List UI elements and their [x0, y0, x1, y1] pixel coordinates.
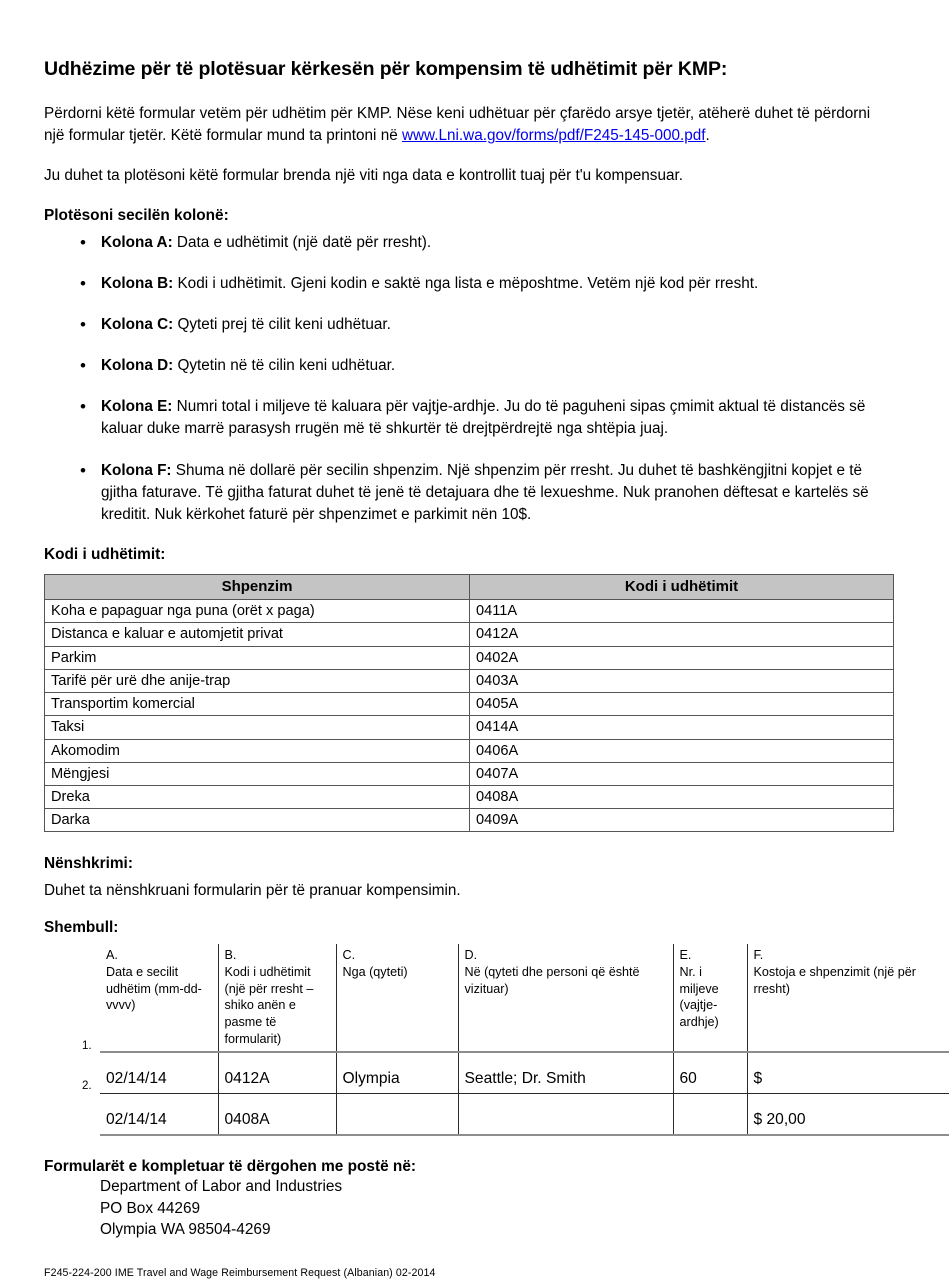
expense-name: Transportim komercial — [45, 693, 470, 716]
column-desc: Data e secilit udhëtim (mm-dd-vvvv) — [106, 964, 202, 1013]
expense-name: Koha e papaguar nga puna (orët x paga) — [45, 600, 470, 623]
column-desc: Nr. i miljeve (vajtje-ardhje) — [679, 964, 719, 1030]
expense-code: 0402A — [470, 646, 894, 669]
example-cell-from-city: Olympia — [336, 1052, 458, 1094]
table-row — [45, 600, 894, 623]
travel-code-table-body — [45, 600, 894, 832]
form-footer-id: F245-224-200 IME Travel and Wage Reimbursement Request (Albanian) 02-2014 — [44, 1267, 436, 1280]
address-line: PO Box 44269 — [100, 1199, 201, 1217]
example-data-row-1 — [100, 1052, 949, 1094]
list-item — [44, 460, 893, 527]
form-pdf-link[interactable]: www.Lni.wa.gov/forms/pdf/F245-145-000.pdf — [401, 127, 706, 145]
list-item — [44, 314, 893, 336]
example-column-header-c — [336, 944, 458, 1051]
example-cell-code: 0408A — [218, 1093, 336, 1135]
example-heading: Shembull: — [44, 919, 119, 937]
list-item — [44, 273, 893, 295]
expense-code: 0412A — [470, 623, 894, 646]
expense-code: 0414A — [470, 716, 894, 739]
signature-text: Duhet ta nënshkruani formularin për të pranuar kompensimin. — [44, 882, 461, 900]
row-number-2: 2. — [82, 1080, 92, 1093]
example-cell-code: 0412A — [218, 1052, 336, 1094]
bullet-icon: • — [80, 397, 86, 417]
table-row — [45, 716, 894, 739]
example-column-header-a — [100, 944, 218, 1051]
column-description: Shuma në dollarë për secilin shpenzim. Një shpenzim për rresht. Ju duhet të bashkëngjitni kopjet e të gjitha faturave. Të gjitha faturat duhet të jenë të detajuara dhe të lexueshme. Nuk pranohen dëftesat e kartelës së kreditit. Nuk kërkohet faturë për shpenzimet e parkimit nën 10$. — [101, 461, 869, 523]
expense-code: 0405A — [470, 693, 894, 716]
table-row — [45, 809, 894, 832]
expense-name: Dreka — [45, 786, 470, 809]
example-column-header-b — [218, 944, 336, 1051]
example-column-header-e — [673, 944, 747, 1051]
column-header-code: Kodi i udhëtimit — [470, 575, 894, 600]
expense-name: Taksi — [45, 716, 470, 739]
example-cell-from-city — [336, 1093, 458, 1135]
column-letter: B. — [224, 948, 237, 963]
column-desc: Në (qyteti dhe personi që është vizituar) — [464, 964, 640, 996]
column-label: Kolona C: — [101, 315, 174, 333]
column-desc: Nga (qyteti) — [342, 964, 408, 979]
example-table-wrapper — [44, 944, 916, 1135]
column-label: Kolona B: — [101, 274, 174, 292]
expense-name: Akomodim — [45, 739, 470, 762]
table-row — [45, 786, 894, 809]
expense-code: 0408A — [470, 786, 894, 809]
bullet-icon: • — [80, 356, 86, 376]
address-line: Olympia WA 98504-4269 — [100, 1221, 271, 1239]
column-label: Kolona E: — [101, 398, 173, 416]
example-form-table — [100, 944, 949, 1135]
expense-code: 0403A — [470, 669, 894, 692]
column-label: Kolona A: — [101, 233, 173, 251]
table-row — [45, 693, 894, 716]
column-desc: Kostoja e shpenzimit (një për rresht) — [753, 964, 916, 996]
expense-code: 0411A — [470, 600, 894, 623]
example-cell-miles — [673, 1093, 747, 1135]
example-header-row — [100, 944, 949, 1051]
intro-text-before-link: Përdorni këtë formular vetëm për udhëtim për KMP. Nëse keni udhëtuar për çfarëdo arsye tjetër, atëherë duhet të përdorni një formular tjetër. Këtë formular mund ta printoni në — [44, 105, 871, 145]
column-label: Kolona D: — [101, 357, 174, 375]
expense-code: 0409A — [470, 809, 894, 832]
mail-section-heading: Formularët e kompletuar të dërgohen me postë në: — [44, 1157, 417, 1175]
table-header-row — [45, 575, 894, 600]
example-cell-date: 02/14/14 — [100, 1052, 218, 1094]
example-cell-to-city — [458, 1093, 673, 1135]
column-instructions-list — [44, 232, 893, 527]
code-table-heading: Kodi i udhëtimit: — [44, 546, 166, 564]
mailing-address — [44, 1176, 893, 1242]
page-title: Udhëzime për të plotësuar kërkesën për kompensim të udhëtimit për KMP: — [44, 58, 728, 80]
column-desc: Kodi i udhëtimit (një për rresht – shiko anën e pasme të formularit) — [224, 964, 314, 1046]
example-column-header-f — [747, 944, 949, 1051]
column-description: Qytetin në të cilin keni udhëtuar. — [173, 357, 396, 375]
column-letter: E. — [679, 948, 692, 963]
intro-text-after-link: . — [705, 127, 710, 145]
expense-name: Tarifë për urë dhe anije-trap — [45, 669, 470, 692]
column-letter: C. — [342, 948, 356, 963]
list-item — [44, 232, 893, 254]
column-description: Data e udhëtimit (një datë për rresht). — [172, 233, 432, 251]
columns-section-heading: Plotësoni secilën kolonë: — [44, 206, 229, 224]
column-letter: F. — [753, 948, 764, 963]
expense-name: Darka — [45, 809, 470, 832]
expense-name: Mëngjesi — [45, 762, 470, 785]
expense-code: 0406A — [470, 739, 894, 762]
expense-code: 0407A — [470, 762, 894, 785]
address-line: Department of Labor and Industries — [100, 1177, 343, 1195]
column-description: Numri total i miljeve të kaluara për vajtje-ardhje. Ju do të paguheni sipas çmimit aktual të distancës së kaluar duke marrë parasysh rrugën më të shkurtër të drejtpërdrejtë nga shtëpia juaj. — [101, 398, 866, 438]
bullet-icon: • — [80, 232, 86, 252]
table-row — [45, 762, 894, 785]
column-header-expense: Shpenzim — [45, 575, 470, 600]
example-cell-cost: $ 20,00 — [747, 1093, 949, 1135]
example-cell-to-city: Seattle; Dr. Smith — [458, 1052, 673, 1094]
travel-code-table — [44, 574, 894, 832]
deadline-paragraph: Ju duhet ta plotësoni këtë formular brenda një viti nga data e kontrollit tuaj për t'u kompensuar. — [44, 166, 683, 184]
intro-paragraph — [44, 103, 893, 146]
column-description: Kodi i udhëtimit. Gjeni kodin e saktë nga lista e mëposhtme. Vetëm një kod për rresht. — [173, 274, 759, 292]
column-letter: A. — [106, 948, 118, 963]
column-description: Qyteti prej të cilit keni udhëtuar. — [173, 315, 391, 333]
table-row — [45, 646, 894, 669]
expense-name: Distanca e kaluar e automjetit privat — [45, 623, 470, 646]
example-cell-miles: 60 — [673, 1052, 747, 1094]
column-label: Kolona F: — [101, 461, 172, 479]
expense-name: Parkim — [45, 646, 470, 669]
example-cell-date: 02/14/14 — [100, 1093, 218, 1135]
row-number-1: 1. — [82, 1040, 92, 1053]
example-column-header-d — [458, 944, 673, 1051]
example-data-row-2 — [100, 1093, 949, 1135]
column-letter: D. — [464, 948, 478, 963]
list-item — [44, 396, 893, 440]
bullet-icon: • — [80, 460, 86, 480]
bullet-icon: • — [80, 314, 86, 334]
table-row — [45, 739, 894, 762]
list-item — [44, 355, 893, 377]
bullet-icon: • — [80, 273, 86, 293]
signature-heading: Nënshkrimi: — [44, 855, 133, 873]
table-row — [45, 669, 894, 692]
example-cell-cost: $ — [747, 1052, 949, 1094]
table-row — [45, 623, 894, 646]
